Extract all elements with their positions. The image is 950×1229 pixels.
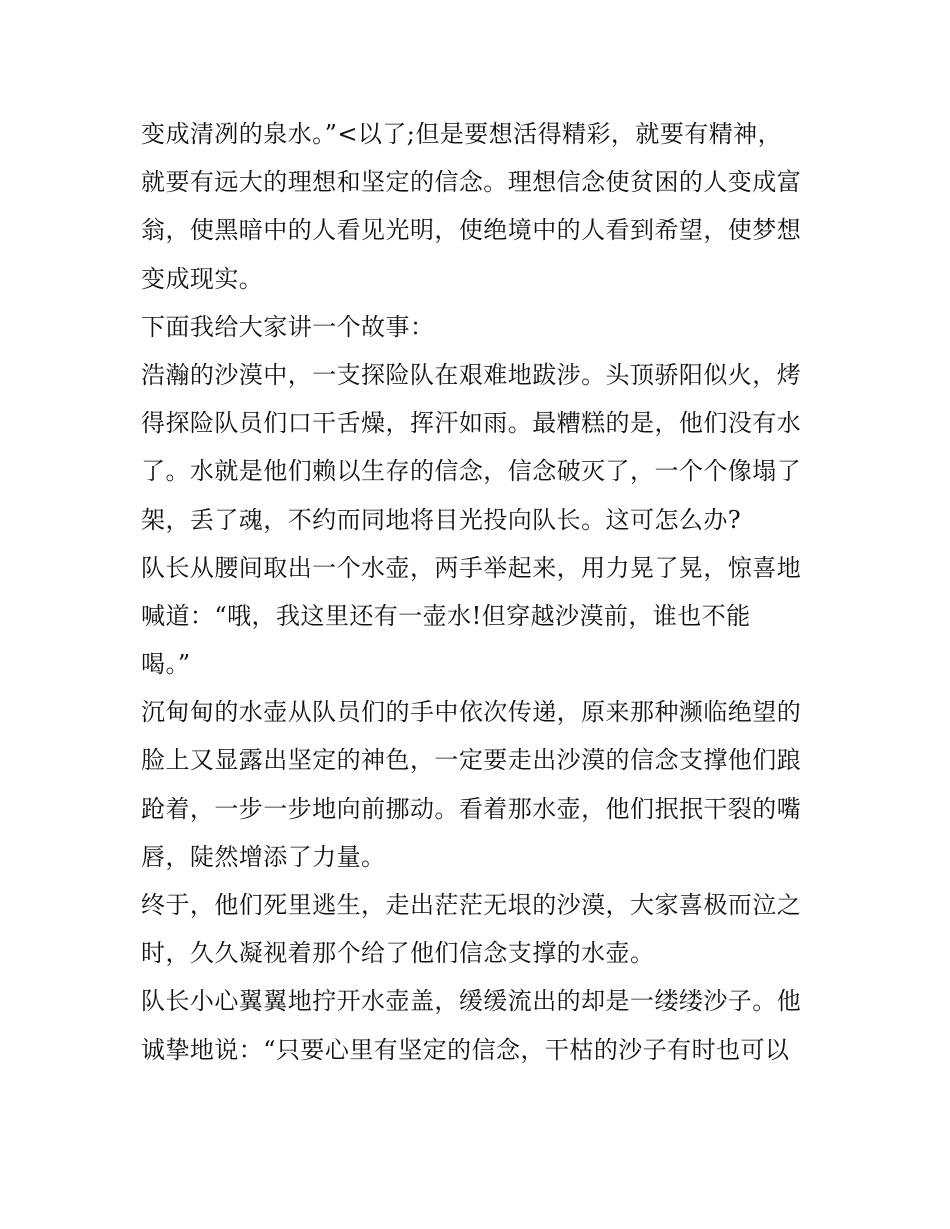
text-line: 了。水就是他们赖以生存的信念，信念破灭了，一个个像塌了 — [141, 457, 802, 486]
text-line: 就要有远大的理想和坚定的信念。理想信念使贫困的人变成富 — [141, 168, 802, 197]
text-line: 队长从腰间取出一个水壶，两手举起来，用力晃了晃，惊喜地 — [141, 553, 802, 582]
text-line: 队长小心翼翼地拧开水壶盖，缓缓流出的却是一缕缕沙子。他 — [141, 987, 802, 1016]
document-body — [141, 110, 816, 1074]
text-line: 唇，陡然增添了力量。 — [141, 842, 386, 871]
text-line: 跄着，一步一步地向前挪动。看着那水壶，他们抿抿干裂的嘴 — [141, 794, 802, 823]
text-line: 喊道：“哦，我这里还有一壶水!但穿越沙漠前，谁也不能 — [141, 601, 751, 630]
text-line: 下面我给大家讲一个故事： — [141, 312, 435, 341]
text-line: 架，丢了魂，不约而同地将目光投向队长。这可怎么办? — [141, 505, 742, 534]
text-line: 变成清冽的泉水。”<以了;但是要想活得精彩，就要有精神， — [141, 120, 783, 148]
text-line: 喝。” — [141, 650, 191, 679]
text-line: 时，久久凝视着那个给了他们信念支撑的水壶。 — [141, 939, 655, 968]
text-line: 终于，他们死里逃生，走出茫茫无垠的沙漠，大家喜极而泣之 — [141, 891, 802, 919]
text-line: 脸上又显露出坚定的神色，一定要走出沙漠的信念支撑他们踉 — [141, 746, 802, 775]
text-line: 浩瀚的沙漠中，一支探险队在艰难地跋涉。头顶骄阳似火，烤 — [141, 360, 802, 389]
text-line: 诚挚地说：“只要心里有坚定的信念，干枯的沙子有时也可以 — [141, 1035, 790, 1064]
text-line: 变成现实。 — [141, 264, 264, 293]
text-line: 得探险队员们口干舌燥，挥汗如雨。最糟糕的是，他们没有水 — [141, 409, 802, 438]
text-line: 翁，使黑暗中的人看见光明，使绝境中的人看到希望，使梦想 — [141, 216, 802, 245]
text-line: 沉甸甸的水壶从队员们的手中依次传递，原来那种濒临绝望的 — [141, 698, 802, 727]
